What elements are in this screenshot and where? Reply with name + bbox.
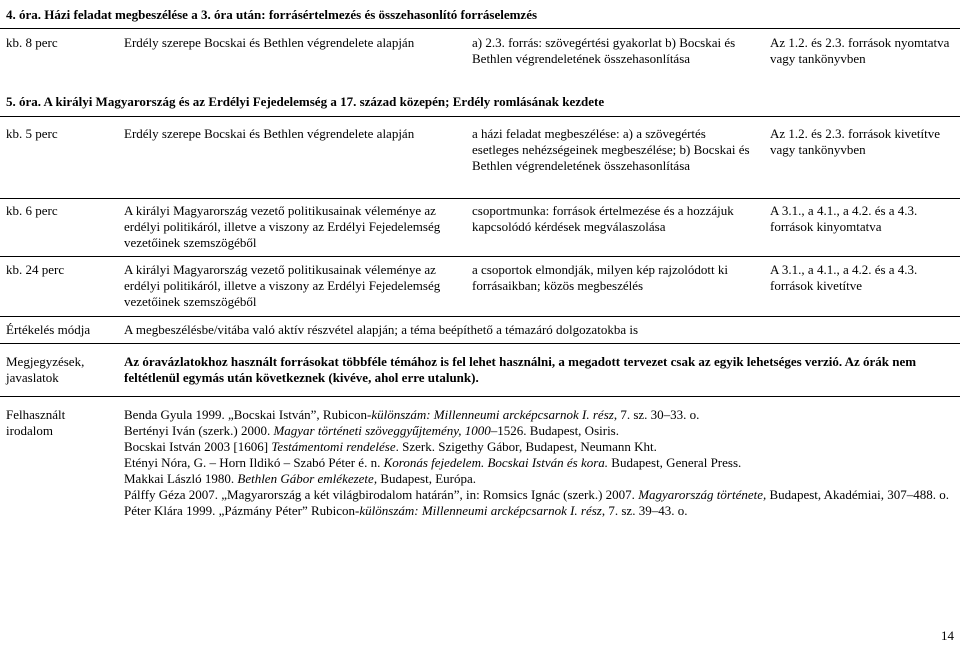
ref-text: Budapest, Akadémiai, 307–488. o.: [766, 487, 949, 502]
ref-text: Péter Klára 1999. „Pázmány Péter” Rubicon-: [124, 503, 360, 518]
reference-item: [124, 455, 956, 471]
time-cell: kb. 5 perc: [6, 126, 58, 141]
divider: [0, 116, 960, 117]
reference-item: [124, 487, 956, 503]
activity-cell: csoportmunka: források értelmezése és a hozzájuk kapcsolódó kérdések megválaszolása: [472, 203, 734, 234]
ref-title: különszám: Millenneumi arcképcsarnok I. rész: [359, 503, 602, 518]
activity-cell: a) 2.3. forrás: szövegértési gyakorlat b) Bocskai és Bethlen végrendeletének összehasonlítása: [472, 35, 736, 66]
literature-label-line2: irodalom: [6, 423, 53, 438]
reference-item: [124, 407, 956, 423]
divider: [0, 396, 960, 397]
sources-cell: Az 1.2. és 2.3. források kivetítve vagy tankönyvben: [770, 126, 941, 157]
reference-item: [124, 423, 956, 439]
ref-title: Testámentomi rendelése: [271, 439, 396, 454]
ref-text: . Szerk. Szigethy Gábor, Budapest, Neumann Kht.: [395, 439, 657, 454]
ref-text: –1526. Budapest, Osiris.: [490, 423, 619, 438]
ref-text: , 7. sz. 39–43. o.: [601, 503, 688, 518]
activity-cell: a csoportok elmondják, milyen kép rajzolódott ki forrásaikban; közös megbeszélés: [472, 262, 728, 293]
reference-item: [124, 503, 956, 519]
reference-item: [124, 439, 956, 455]
ref-text: Makkai László 1980.: [124, 471, 238, 486]
page-number: 14: [941, 628, 954, 643]
ref-text: Benda Gyula 1999. „Bocskai István”, Rubicon-: [124, 407, 372, 422]
topic-cell: Erdély szerepe Bocskai és Bethlen végrendelete alapján: [124, 126, 415, 141]
ref-text: Etényi Nóra, G. – Horn Ildikó – Szabó Péter é. n.: [124, 455, 384, 470]
ref-text: Bocskai István 2003 [1606]: [124, 439, 272, 454]
notes-label: [6, 354, 118, 386]
sources-cell: A 3.1., a 4.1., a 4.2. és a 4.3. források kinyomtatva: [770, 203, 918, 234]
divider: [0, 316, 960, 317]
ref-title: különszám: Millenneumi arcképcsarnok I. rész: [371, 407, 614, 422]
divider: [0, 343, 960, 344]
sources-cell: A 3.1., a 4.1., a 4.2. és a 4.3. források kivetítve: [770, 262, 918, 293]
time-cell: kb. 8 perc: [6, 35, 58, 50]
sources-cell: Az 1.2. és 2.3. források nyomtatva vagy tankönyvben: [770, 35, 950, 66]
ref-text: Pálffy Géza 2007. „Magyarország a két világbirodalom határán”, in: Romsics Ignác (szerk.) 2007.: [124, 487, 639, 502]
divider: [0, 256, 960, 257]
literature-label: [6, 407, 118, 439]
evaluation-text: A megbeszélésbe/vitába való aktív részvétel alapján; a téma beépíthető a témazáró dolgozatokba is: [124, 322, 639, 337]
reference-list: [124, 407, 956, 519]
topic-cell: A királyi Magyarország vezető politikusainak véleménye az erdélyi politikáról, illetve a viszony az Erdélyi Fejedelemség vezetőinek szemszögéből: [124, 203, 441, 250]
notes-label-line1: Megjegyzések,: [6, 354, 85, 369]
divider: [0, 28, 960, 29]
ref-title: Koronás fejedelem. Bocskai István és kora.: [383, 455, 609, 470]
divider: [0, 198, 960, 199]
ref-title: Magyar történeti szöveggyűjtemény, 1000: [273, 423, 491, 438]
topic-cell: A királyi Magyarország vezető politikusainak véleménye az erdélyi politikáról, illetve a viszony az Erdélyi Fejedelemség vezetőinek szemszögéből: [124, 262, 441, 309]
notes-label-line2: javaslatok: [6, 370, 59, 385]
ref-text: , 7. sz. 30–33. o.: [613, 407, 700, 422]
ref-text: Budapest, General Press.: [608, 455, 742, 470]
reference-item: [124, 471, 956, 487]
topic-cell: Erdély szerepe Bocskai és Bethlen végrendelete alapján: [124, 35, 415, 50]
time-cell: kb. 6 perc: [6, 203, 58, 218]
lesson5-heading: 5. óra. A királyi Magyarország és az Erdélyi Fejedelemség a 17. század közepén; Erdély romlásának kezdete: [6, 94, 605, 109]
ref-title: Magyarország története,: [638, 487, 767, 502]
time-cell: kb. 24 perc: [6, 262, 65, 277]
ref-title: Bethlen Gábor emlékezete,: [237, 471, 378, 486]
ref-text: Bertényi Iván (szerk.) 2000.: [124, 423, 274, 438]
evaluation-label: Értékelés módja: [6, 322, 91, 337]
literature-label-line1: Felhasznált: [6, 407, 66, 422]
activity-cell: a házi feladat megbeszélése: a) a szövegértés esetleges nehézségeinek megbeszélése; b) Bocskai és Bethlen végrendeletének összehasonlítása: [472, 126, 750, 173]
ref-text: Budapest, Európa.: [377, 471, 476, 486]
lesson4-heading: 4. óra. Házi feladat megbeszélése a 3. óra után: forrásértelmezés és összehasonlító forráselemzés: [6, 7, 538, 22]
notes-text: Az óravázlatokhoz használt forrásokat többféle témához is fel lehet használni, a megadott tervezet csak az egyik lehetséges verzió. Az órák nem feltétlenül egymás után következnek (kivéve, ahol erre utalunk).: [124, 354, 917, 385]
